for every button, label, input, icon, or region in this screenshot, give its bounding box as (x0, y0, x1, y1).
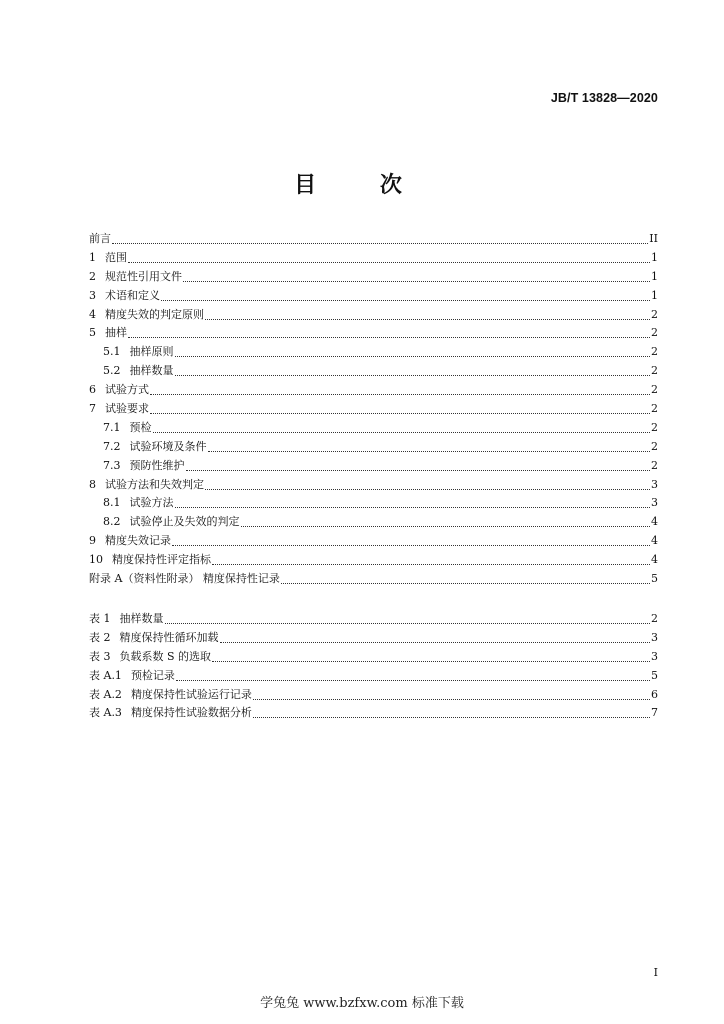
entry-title: 附录 A（资料性附录） 精度保持性记录 (89, 572, 280, 586)
entry-title: 试验停止及失效的判定 (129, 515, 240, 529)
toc-entry[interactable] (89, 438, 658, 457)
entry-number: 表 1 (89, 612, 111, 625)
entry-number: 9 (89, 534, 96, 548)
table-list-entry[interactable] (89, 686, 658, 705)
entry-page-number: II (649, 232, 658, 245)
dot-leader (220, 642, 651, 643)
toc-entry[interactable] (89, 306, 658, 325)
toc-entry[interactable] (89, 230, 658, 249)
entry-number: 5.1 (103, 345, 121, 359)
entry-title: 预防性维护 (129, 458, 185, 472)
toc-entry[interactable] (89, 532, 658, 551)
dot-leader (165, 623, 651, 624)
entry-page-number: 3 (651, 649, 658, 663)
entry-title: 精度失效记录 (105, 534, 171, 548)
page-folio: I (653, 966, 658, 979)
entry-number: 7.3 (103, 458, 121, 472)
dot-leader (253, 699, 650, 700)
entry-page-number: 2 (651, 364, 658, 378)
table-list-entry[interactable] (89, 667, 658, 686)
entry-title: 抽样数量 (119, 612, 164, 625)
toc-entry[interactable] (89, 268, 658, 287)
entry-title: 负载系数 S 的选取 (119, 649, 212, 663)
entry-number: 7.2 (103, 439, 121, 453)
entry-title: 范围 (105, 250, 127, 264)
entry-number: 表 A.3 (89, 706, 122, 720)
entry-number: 2 (89, 269, 96, 283)
dot-leader (183, 281, 650, 282)
dot-leader (212, 661, 650, 662)
entry-title: 试验方式 (105, 383, 149, 397)
entry-number: 4 (89, 307, 96, 321)
entry-title: 精度失效的判定原则 (105, 307, 204, 321)
entry-title: 抽样数量 (129, 364, 174, 378)
dot-leader (205, 319, 650, 320)
entry-page-number: 7 (651, 706, 658, 720)
entry-title: 精度保持性试验数据分析 (130, 706, 252, 720)
entry-number: 表 A.2 (89, 687, 122, 701)
toc-entry[interactable] (89, 343, 658, 362)
toc-entry[interactable] (89, 381, 658, 400)
entry-number: 表 2 (89, 630, 111, 644)
watermark-text: 学兔兔 www.bzfxw.com 标准下载 (260, 996, 464, 1011)
entry-title: 试验方法 (129, 496, 174, 510)
entry-number: 7.1 (103, 420, 121, 434)
entry-title: 预检记录 (130, 668, 175, 682)
entry-page-number: 3 (651, 477, 658, 491)
entry-title: 试验方法和失效判定 (105, 477, 204, 491)
entry-page-number: 2 (651, 612, 658, 625)
table-list-entry[interactable] (89, 629, 658, 648)
entry-page-number: 2 (651, 383, 658, 397)
standard-code-header: JB/T 13828—2020 (550, 91, 658, 105)
toc-entry[interactable] (89, 362, 658, 381)
entry-page-number: 1 (651, 269, 658, 283)
entry-title: 规范性引用文件 (105, 269, 182, 283)
entry-page-number: 4 (651, 553, 658, 567)
dot-leader (112, 243, 648, 244)
dot-leader (175, 356, 651, 357)
entry-number: 8.2 (103, 515, 121, 529)
toc-entry[interactable] (89, 324, 658, 343)
entry-title: 试验环境及条件 (129, 439, 207, 453)
entry-number: 6 (89, 383, 96, 397)
entry-page-number: 1 (651, 288, 658, 302)
list-of-tables (89, 610, 658, 723)
entry-page-number: 5 (651, 572, 658, 586)
entry-number: 3 (89, 288, 96, 302)
dot-leader (212, 564, 650, 565)
entry-title: 精度保持性试验运行记录 (130, 687, 252, 701)
entry-page-number: 4 (651, 515, 658, 529)
entry-page-number: 2 (651, 420, 658, 434)
toc-entry[interactable] (89, 570, 658, 589)
dot-leader (205, 489, 650, 490)
entry-page-number: 4 (651, 534, 658, 548)
entry-page-number: 2 (651, 345, 658, 359)
entry-number: 8 (89, 477, 96, 491)
dot-leader (150, 394, 650, 395)
entry-page-number: 3 (651, 496, 658, 510)
entry-number: 10 (89, 553, 103, 567)
page-title: 目 次 (294, 172, 430, 198)
entry-number: 7 (89, 402, 96, 416)
table-list-entry[interactable] (89, 704, 658, 723)
dot-leader (128, 262, 650, 263)
toc-entry[interactable] (89, 551, 658, 570)
toc-entry[interactable] (89, 476, 658, 495)
table-of-contents (89, 230, 658, 589)
entry-page-number: 1 (651, 250, 658, 264)
entry-number: 表 3 (89, 649, 111, 663)
entry-page-number: 2 (651, 402, 658, 416)
entry-title: 预检 (129, 420, 152, 434)
toc-entry[interactable] (89, 419, 658, 438)
entry-title: 精度保持性循环加载 (119, 630, 219, 644)
entry-title: 抽样原则 (129, 345, 174, 359)
entry-page-number: 2 (651, 307, 658, 321)
toc-entry[interactable] (89, 457, 658, 476)
entry-page-number: 2 (651, 326, 658, 340)
entry-title: 试验要求 (105, 402, 149, 416)
entry-page-number: 6 (651, 687, 658, 701)
dot-leader (128, 337, 650, 338)
dot-leader (281, 583, 650, 584)
entry-number: 5 (89, 326, 96, 340)
dot-leader (176, 680, 650, 681)
dot-leader (172, 545, 650, 546)
dot-leader (253, 717, 650, 718)
entry-number: 表 A.1 (89, 668, 122, 682)
entry-number: 5.2 (103, 364, 121, 378)
entry-page-number: 5 (651, 668, 658, 682)
entry-number: 8.1 (103, 496, 121, 510)
toc-entry[interactable] (89, 494, 658, 513)
toc-entry[interactable] (89, 287, 658, 306)
entry-title: 术语和定义 (105, 288, 160, 302)
toc-entry[interactable] (89, 249, 658, 268)
entry-title: 精度保持性评定指标 (112, 553, 211, 567)
toc-entry[interactable] (89, 513, 658, 532)
entry-page-number: 2 (651, 439, 658, 453)
dot-leader (175, 375, 651, 376)
dot-leader (241, 526, 651, 527)
entry-title: 前言 (89, 232, 111, 245)
dot-leader (161, 300, 650, 301)
dot-leader (153, 432, 651, 433)
table-list-entry[interactable] (89, 648, 658, 667)
entry-page-number: 3 (651, 630, 658, 644)
table-list-entry[interactable] (89, 610, 658, 629)
dot-leader (186, 470, 651, 471)
entry-page-number: 2 (651, 458, 658, 472)
dot-leader (175, 507, 651, 508)
dot-leader (208, 451, 651, 452)
entry-title: 抽样 (105, 326, 127, 340)
entry-number: 1 (89, 250, 96, 264)
dot-leader (150, 413, 650, 414)
toc-entry[interactable] (89, 400, 658, 419)
